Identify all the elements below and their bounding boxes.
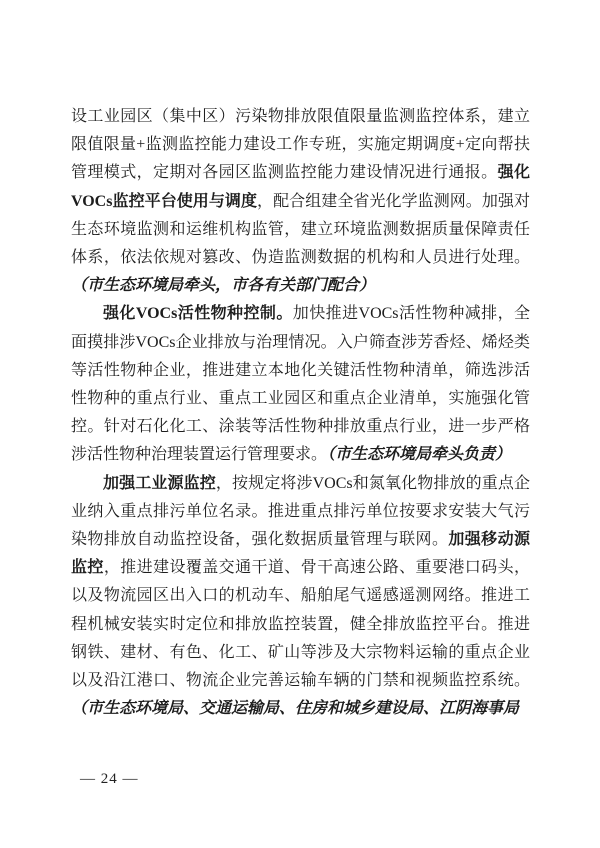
responsible-department-note: （市生态环境局牵头，市各有关部门配合）	[71, 277, 376, 295]
bold-key-phrase: 强化VOCs监控平台使用与调度	[71, 164, 530, 210]
responsible-department-note: （市生态环境局牵头负责）	[327, 446, 512, 464]
bold-key-phrase: 加强工业源监控	[103, 474, 216, 492]
paragraph-monitoring-system	[71, 103, 530, 300]
paragraph-text: 设工业园区（集中区）污染物排放限值限量监测监控体系，建立限值限量+监测监控能力建设工作专班，实施定期调度+定向帮扶管理模式，定期对各园区监测监控能力建设情况进行通报。	[71, 108, 530, 182]
bold-key-phrase: 强化VOCs活性物种控制。	[103, 305, 293, 323]
page-number: — 24 —	[80, 771, 139, 787]
bold-key-phrase: 加强移动源监控	[71, 531, 530, 577]
paragraph-text: ，按规定将涉VOCs和氮氧化物排放的重点企业纳入重点排污单位名录。推进重点排污单位按要求安装大气污染物排放自动监控设备，强化数据质量管理与联网。	[71, 474, 530, 549]
paragraph-vocs-species-control	[71, 300, 530, 469]
document-body	[71, 103, 530, 723]
paragraph-text: ，配合组建全省光化学监测网。加强对生态环境监测和运维机构监管，建立环境监测数据质量保障责任体系，依法依规对篡改、伪造监测数据的机构和人员进行处理。	[71, 192, 530, 267]
responsible-department-note: （市生态环境局、交通运输局、住房和城乡建设局、江阴海事局	[71, 700, 520, 718]
paragraph-industrial-source-monitoring	[71, 470, 530, 724]
paragraph-text: 加快推进VOCs活性物种减排，全面摸排涉VOCs企业排放与治理情况。入户筛查涉芳香烃、烯烃类等活性物种企业，推进建立本地化关键活性物种清单，筛选涉活性物种的重点行业、重点工业园区和重点企业清单，实施强化管控。针对石化化工、涂装等活性物种排放重点行业，进一步严格涉活性物种治理装置运行管理要求。	[71, 305, 530, 464]
paragraph-text: ，推进建设覆盖交通干道、骨干高速公路、重要港口码头，以及物流园区出入口的机动车、船舶尾气遥感遥测网络。推进工程机械安装实时定位和排放监控装置，健全排放监控平台。推进钢铁、建材、有色、化工、矿山等涉及大宗物料运输的重点企业以及沿江港口、物流企业完善运输车辆的门禁和视频监控系统。	[71, 559, 530, 690]
